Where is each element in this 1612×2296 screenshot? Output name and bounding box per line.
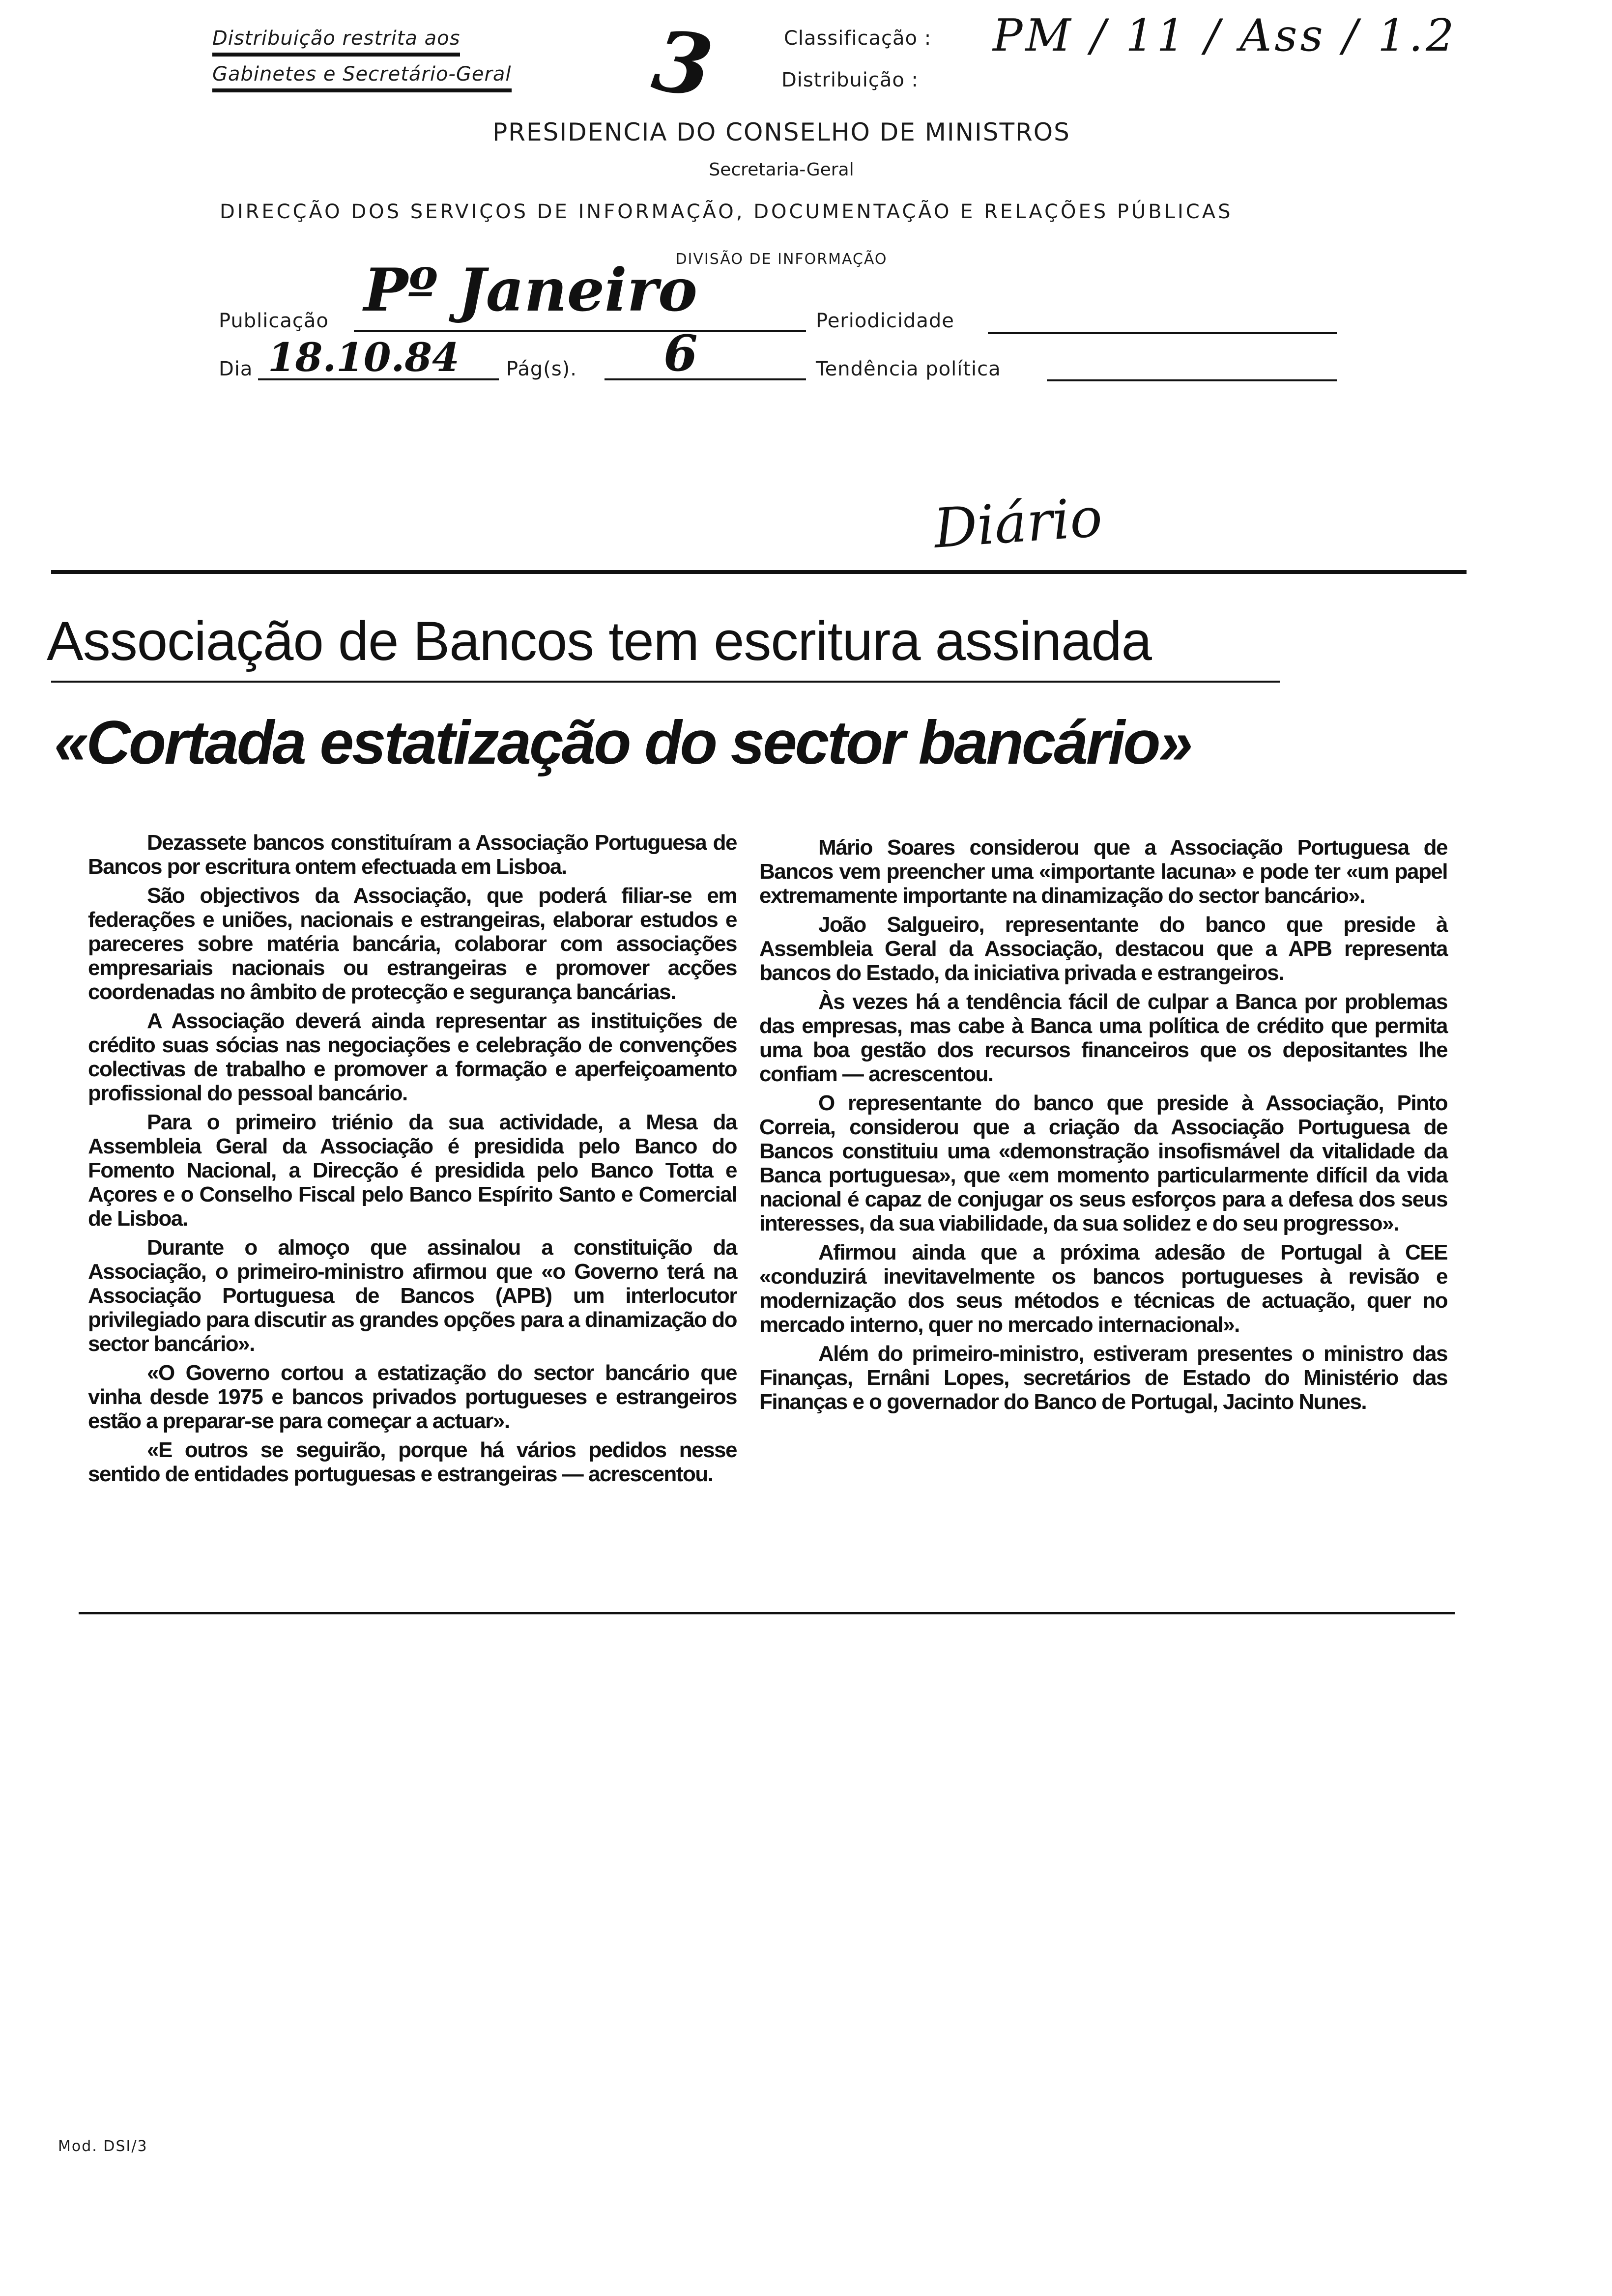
day-handwritten: 18.10.84 [268, 334, 460, 380]
publication-label: Publicação [219, 310, 329, 332]
directorate-title: DIRECÇÃO DOS SERVIÇOS DE INFORMAÇÃO, DOCUMENTAÇÃO E RELAÇÕES PÚBLICAS [220, 201, 1233, 223]
handwritten-folio-number: 3 [647, 11, 719, 117]
paragraph: Dezassete bancos constituíram a Associação Portuguesa de Bancos por escritura ontem efectuada em Lisboa. [88, 831, 737, 879]
paragraph: São objectivos da Associação, que poderá filiar-se em federações e uniões, nacionais e estrangeiras, elaborar estudos e pareceres sobre matéria bancária, colaborar com associações empresariais nacionais ou estrangeiras e promover acções coordenadas no âmbito de protecção e segurança bancárias. [88, 884, 737, 1004]
paragraph: Além do primeiro-ministro, estiveram presentes o ministro das Finanças, Ernâni Lopes, secretários de Estado do Ministério das Finanças e o governador do Banco de Portugal, Jacinto Nunes. [759, 1342, 1447, 1414]
secretariat-subtitle: Secretaria-Geral [709, 160, 854, 180]
paragraph: Afirmou ainda que a próxima adesão de Portugal à CEE «conduzirá inevitavelmente os bancos portugueses à revisão e modernização dos seus métodos e técnicas de actuação, quer no mercado interno, quer no mercado internacional». [759, 1240, 1447, 1337]
kicker-rule [51, 681, 1280, 683]
paragraph: Às vezes há a tendência fácil de culpar a Banca por problemas das empresas, mas cabe à Banca uma política de crédito que permita uma boa gestão dos recursos financeiros que os depositantes lhe confiam — acrescentou. [759, 990, 1447, 1086]
article-bottom-rule [79, 1612, 1455, 1614]
paragraph: O representante do banco que preside à Associação, Pinto Correia, considerou que a criação da Associação Portuguesa de Bancos constituiu uma «demonstração insofismável da vitalidade da Banca portuguesa», que «em momento particularmente difícil da vida nacional é capaz de conjugar os seus esforços para a defesa dos seus interesses, da sua viabilidade, da sua solidez e do seu progresso». [759, 1091, 1447, 1235]
division-title: DIVISÃO DE INFORMAÇÃO [675, 251, 888, 268]
handwritten-overlay-note: Diário [931, 486, 1104, 560]
article-kicker: Associação de Bancos tem escritura assinada [47, 610, 1151, 672]
article-headline: «Cortada estatização do sector bancário» [54, 709, 1191, 777]
paragraph: João Salgueiro, representante do banco que preside à Assembleia Geral da Associação, destacou que a APB representa bancos do Estado, da iniciativa privada e estrangeiros. [759, 913, 1447, 985]
political-tendency-field-line [1047, 379, 1337, 381]
classification-handwritten: PM / 11 / Ass / 1.2 [993, 10, 1457, 61]
pages-field-line [604, 378, 806, 380]
publication-field-line [354, 330, 806, 332]
paragraph: «E outros se seguirão, porque há vários pedidos nesse sentido de entidades portuguesas e estrangeiras — acrescentou. [88, 1438, 737, 1486]
day-label: Dia [219, 358, 253, 380]
political-tendency-label: Tendência política [816, 358, 1001, 380]
article-top-rule [51, 570, 1467, 574]
paragraph: Durante o almoço que assinalou a constituição da Associação, o primeiro-ministro afirmou que «o Governo terá na Associação Portuguesa de Bancos (APB) um interlocutor privilegiado para discutir as grandes opções para a dinamização do sector bancário». [88, 1235, 737, 1356]
pages-label: Pág(s). [506, 358, 577, 380]
distribution-restriction-line1: Distribuição restrita aos [212, 27, 460, 57]
article-left-column [88, 831, 737, 1491]
paragraph: Mário Soares considerou que a Associação Portuguesa de Bancos vem preencher uma «importante lacuna» e pode ter «um papel extremamente importante na dinamização do sector bancário». [759, 835, 1447, 908]
distribution-label: Distribuição : [781, 69, 919, 91]
distribution-restriction-line2: Gabinetes e Secretário-Geral [212, 63, 512, 92]
publication-handwritten: Pº Janeiro [364, 256, 697, 325]
paragraph: «O Governo cortou a estatização do sector bancário que vinha desde 1975 e bancos privados portugueses e estrangeiros estão a preparar-se para começar a actuar». [88, 1361, 737, 1433]
pages-handwritten: 6 [663, 324, 698, 382]
periodicity-label: Periodicidade [816, 310, 954, 332]
paragraph: A Associação deverá ainda representar as instituições de crédito suas sócias nas negociações e celebração de convenções colectivas de trabalho e promover a formação e aperfeiçoamento profissional do pessoal bancário. [88, 1009, 737, 1105]
article-right-column [759, 835, 1447, 1419]
ministry-title: PRESIDENCIA DO CONSELHO DE MINISTROS [492, 118, 1070, 146]
classification-label: Classificação : [784, 27, 932, 50]
form-code: Mod. DSI/3 [58, 2138, 148, 2155]
periodicity-field-line [988, 332, 1337, 334]
paragraph: Para o primeiro triénio da sua actividade, a Mesa da Assembleia Geral da Associação é presidida pelo Banco do Fomento Nacional, a Direcção é presidida pelo Banco Totta e Açores e o Conselho Fiscal pelo Banco Espírito Santo e Comercial de Lisboa. [88, 1110, 737, 1231]
